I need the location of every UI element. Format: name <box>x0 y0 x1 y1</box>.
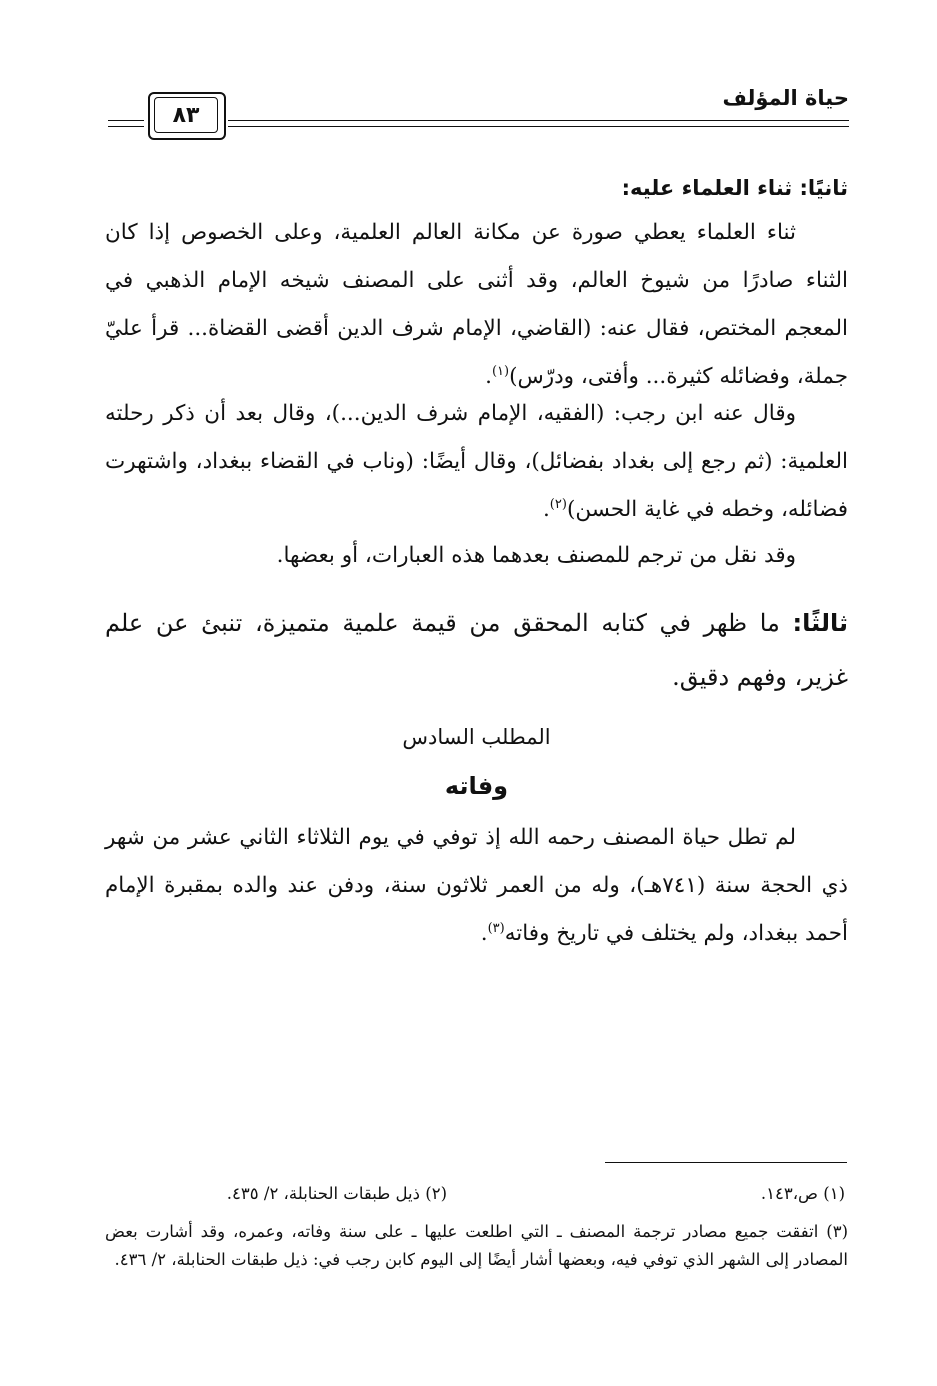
footnote-ref-3: (٣) <box>487 920 505 936</box>
footnote-1: (١) ص،١٤٣. <box>760 1184 845 1203</box>
paragraph-praise <box>105 209 848 401</box>
section-three-paragraph <box>105 596 848 704</box>
header-rule <box>228 126 849 127</box>
section-ordinal: ثالثًا: <box>792 609 848 637</box>
footnote-ref-2: (٢) <box>549 496 567 512</box>
paragraph-end: . <box>542 497 550 522</box>
paragraph-text: ما ظهر في كتابه المحقق من قيمة علمية متميزة، تنبئ عن علم غزير، وفهم دقيق. <box>105 609 848 691</box>
paragraph-text: ثناء العلماء يعطي صورة عن مكانة العالم العلمية، وعلى الخصوص إذا كان الثناء صادرًا من شيوخ العالم، وقد أثنى على المصنف شيخه الإمام الذهبي في المعجم المختص، فقال عنه: (القاضي، الإمام شرف الدين أقضى القضاة... قرأ عليّ جملة، وفضائله كثيرة... وأفتى، ودرّس) <box>105 220 848 389</box>
header-rule <box>228 120 849 121</box>
running-title: حياة المؤلف <box>722 86 849 110</box>
footnote-ref-1: (١) <box>491 363 510 379</box>
paragraph-text: وقال عنه ابن رجب: (الفقيه، الإمام شرف الدين...)، وقال بعد أن ذكر رحلته العلمية: (ثم رجع إلى بغداد بفضائل)، وقال أيضًا: (وناب في القضاء ببغداد، واشتهرت فضائله، وخطه في غاية الحسن) <box>105 401 848 522</box>
chapter-subtitle: المطلب السادس <box>402 725 551 749</box>
chapter-title: وفاته <box>444 772 509 800</box>
section-heading: ثانيًا: ثناء العلماء عليه: <box>621 176 848 200</box>
footnote-separator <box>605 1162 847 1163</box>
header-rule-left <box>108 126 144 127</box>
paragraph-transmission: وقد نقل من ترجم للمصنف بعدهما هذه العبارات، أو بعضها. <box>276 543 796 568</box>
footnote-3: (٣) اتفقت جميع مصادر ترجمة المصنف ـ التي اطلعت عليها ـ على سنة وفاته، وعمره، وقد أشارت بعض المصادر إلى الشهر الذي توفي فيه، وبعضها أشار أيضًا إلى اليوم كابن رجب في: ذيل طبقات الحنابلة، ٢/ ٤٣٦. <box>105 1222 848 1269</box>
paragraph-end: . <box>480 921 488 946</box>
page-number: ٨٣ <box>154 97 218 133</box>
header-rule-left <box>108 120 144 121</box>
paragraph-ibn-rajab <box>105 390 848 534</box>
paragraph-death <box>105 814 848 958</box>
paragraph-text: لم تطل حياة المصنف رحمه الله إذ توفي في يوم الثلاثاء الثاني عشر من شهر ذي الحجة سنة (٧٤١هـ)، وله من العمر ثلاثون سنة، ودفن عند والده بمقبرة الإمام أحمد ببغداد، ولم يختلف في تاريخ وفاته <box>105 825 848 946</box>
paragraph-end: . <box>485 364 492 389</box>
footnote-2: (٢) ذيل طبقات الحنابلة، ٢/ ٤٣٥. <box>226 1184 447 1203</box>
